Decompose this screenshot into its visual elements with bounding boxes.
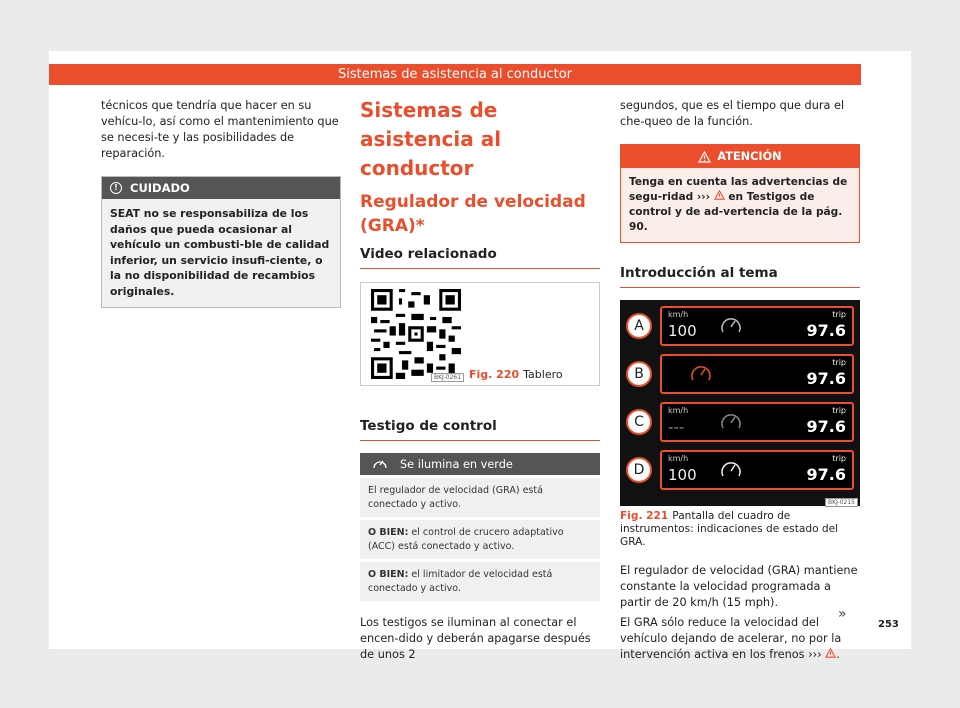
figure-number: Fig. 220 xyxy=(469,368,520,381)
indicator-table xyxy=(360,453,600,601)
warning-box xyxy=(620,144,860,243)
panel-a: km/h 100 trip 97.6 xyxy=(660,306,854,346)
figure-caption-text: Tablero xyxy=(523,368,563,381)
panel-label-c: C xyxy=(626,409,652,435)
intro-heading: Introducción al tema xyxy=(620,265,860,288)
panel-c: km/h --- trip 97.6 xyxy=(660,402,854,442)
figure-caption xyxy=(620,510,860,549)
panel-label-d: D xyxy=(626,457,652,483)
warning-header xyxy=(621,145,859,168)
caution-header xyxy=(102,177,340,199)
warning-title: ATENCIÓN xyxy=(717,150,782,163)
figure-number: Fig. 221 xyxy=(620,510,669,522)
table-header xyxy=(360,453,600,475)
cruise-control-icon xyxy=(720,459,742,481)
column-left xyxy=(101,98,341,308)
page-number: 253 xyxy=(878,619,899,630)
column-right xyxy=(620,98,860,663)
table-row: El regulador de velocidad (GRA) está conectado y activo. xyxy=(360,478,600,517)
info-icon: ! xyxy=(110,182,122,194)
warning-icon xyxy=(698,151,711,163)
table-row: O BIEN: el limitador de velocidad está conectado y activo. xyxy=(360,562,600,601)
paragraph: El regulador de velocidad (GRA) mantiene constante la velocidad programada a partir de 20 km/h (15 mph). xyxy=(620,564,858,609)
warning-icon xyxy=(714,190,725,200)
caution-text: SEAT no se responsabiliza de los daños que pueda ocasionar al vehículo un combusti-ble de calidad inferior, un servicio insufi-ciente, o la no disponibilidad de recambios originales. xyxy=(102,199,340,307)
section-title: Sistemas de asistencia al conductor xyxy=(360,98,502,180)
figure-caption xyxy=(469,368,563,381)
figure-220 xyxy=(360,282,600,386)
paragraph: El GRA sólo reduce la velocidad del vehículo dejando de acelerar, no por la intervención activa en los frenos ››› . xyxy=(620,616,842,661)
warning-text: Tenga en cuenta las advertencias de segu-ridad ››› en Testigos de control y de ad-vertencia de la pág. 90. xyxy=(621,168,859,242)
page-header: Sistemas de asistencia al conductor xyxy=(49,64,861,85)
figure-221 xyxy=(620,300,860,506)
panel-label-a: A xyxy=(626,313,652,339)
panel-label-b: B xyxy=(626,361,652,387)
table-header-text: Se ilumina en verde xyxy=(400,457,513,471)
figure-code: BKJ-0261 xyxy=(431,373,464,382)
warning-icon xyxy=(825,648,836,658)
column-middle xyxy=(360,96,600,663)
panel-b: trip 97.6 xyxy=(660,354,854,394)
cruise-control-icon xyxy=(360,457,400,471)
caution-title: CUIDADO xyxy=(130,181,190,195)
table-row: O BIEN: el control de crucero adaptativo (ACC) está conectado y activo. xyxy=(360,520,600,559)
qr-code-icon[interactable] xyxy=(371,289,461,379)
figure-code: BKJ-0215 xyxy=(825,498,858,507)
caution-box xyxy=(101,176,341,308)
cruise-control-icon xyxy=(720,315,742,337)
intro-text: técnicos que tendría que hacer en su vehícu-lo, así como el mantenimiento que se necesi-te y las posibilidades de reparación. xyxy=(101,99,339,160)
intro-text-right: segundos, que es el tiempo que dura el che-queo de la función. xyxy=(620,99,845,128)
section-subtitle: Regulador de velocidad (GRA)* xyxy=(360,192,586,236)
testigo-heading: Testigo de control xyxy=(360,418,600,441)
continue-marker: » xyxy=(838,606,847,622)
figure-caption-text: Pantalla del cuadro de instrumentos: indicaciones de estado del GRA. xyxy=(620,510,839,548)
video-heading: Video relacionado xyxy=(360,246,600,269)
cruise-control-icon xyxy=(720,411,742,433)
cruise-control-icon xyxy=(690,363,712,385)
panel-d: km/h 100 trip 97.6 xyxy=(660,450,854,490)
outro-text: Los testigos se iluminan al conectar el encen-dido y deberán apagarse después de unos 2 xyxy=(360,616,591,661)
